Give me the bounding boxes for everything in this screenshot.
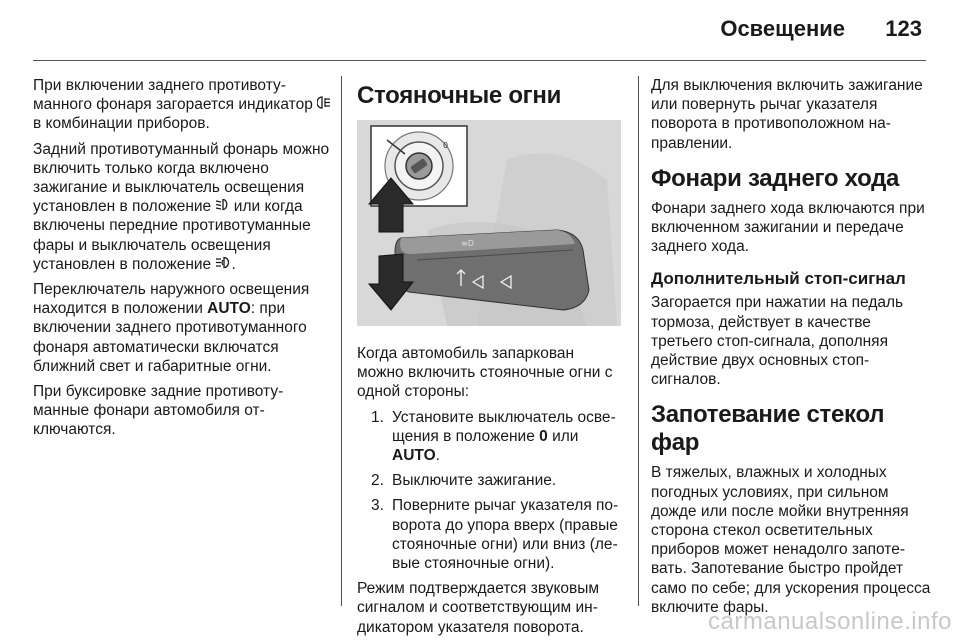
list-item: 3. Поверните рычаг указателя поворота до упора вверх (правые стояночные огни) или вниз (левые стояночные огни). (371, 497, 619, 573)
column-right (651, 76, 931, 623)
section-heading-reverse-lights: Фонари заднего хода (651, 164, 900, 192)
column-divider (638, 76, 639, 606)
list-item: 2. Выключите зажигание. (371, 472, 557, 490)
list-item: 1. Установите выключатель освещения в положение 0 или AUTO. (371, 408, 616, 465)
paragraph: При включении заднего противотуманного фонаря загорается индикатор в комбинации приборов. (33, 76, 333, 134)
page-header (0, 0, 960, 60)
paragraph: Для выключения включить зажигание или повернуть рычаг указателя поворота в противоположном направлении. (651, 77, 923, 152)
column-divider (341, 76, 342, 606)
front-fog-light-icon (215, 255, 231, 274)
section-heading-parking-lights: Стояночные огни (357, 82, 562, 109)
column-middle (357, 76, 624, 642)
svg-text:≡D: ≡D (461, 239, 474, 248)
header-divider (33, 60, 926, 61)
page-number: 123 (885, 16, 922, 41)
paragraph: При буксировке задние противотуманные фонари автомобиля отключаются. (33, 383, 284, 439)
paragraph: Загорается при нажатии на педаль тормоза, действует в качестве третьего стоп-сигнала, дополняя действие двух основных стоп-сигналов. (651, 294, 904, 389)
paragraph: В тяжелых, влажных и холодных погодных условиях, при сильном дожде или после мойки внутренняя сторона стекол осветительных приборов может ненадолго запотевать. Запотевание быстро пройдет само по себе; для ускорения процесса включите фары. (651, 464, 931, 616)
watermark: carmanualsonline.info (708, 608, 952, 635)
auto-position-label: AUTO (207, 300, 251, 318)
paragraph: Фонари заднего хода включаются при включенном зажигании и передаче заднего хода. (651, 199, 925, 256)
steps-list (357, 408, 624, 574)
column-left (33, 76, 333, 446)
auto-position-label: AUTO (392, 447, 436, 465)
svg-text:0: 0 (443, 141, 449, 150)
paragraph: Задний противотуманный фонарь можно включить только когда включено зажигание и выключатель освещения установлен в положение или когда включены передние противотуманные фары и выключатель освещения установлен в положение . (33, 140, 330, 273)
paragraph: Когда автомобиль запаркован можно включить стояночные огни с одной стороны: (357, 345, 613, 401)
rear-fog-light-icon (317, 95, 331, 114)
paragraph: Режим подтверждается звуковым сигналом и соответствующим индикатором указателя поворота. (357, 580, 600, 636)
stalk-illustration (357, 120, 621, 326)
section-heading-brake-light: Дополнительный стоп-сигнал (651, 269, 906, 289)
zero-position-label: 0 (539, 427, 548, 445)
paragraph: Переключатель наружного освещения находится в положении AUTO: при включении заднего противотуманного фонаря автоматически включатся ближний свет и габаритные огни. (33, 281, 310, 375)
page-title: Освещение (720, 16, 845, 41)
section-heading-headlamp-fogging: Запотевание стекол фар (651, 401, 885, 457)
low-beam-icon (215, 197, 229, 216)
